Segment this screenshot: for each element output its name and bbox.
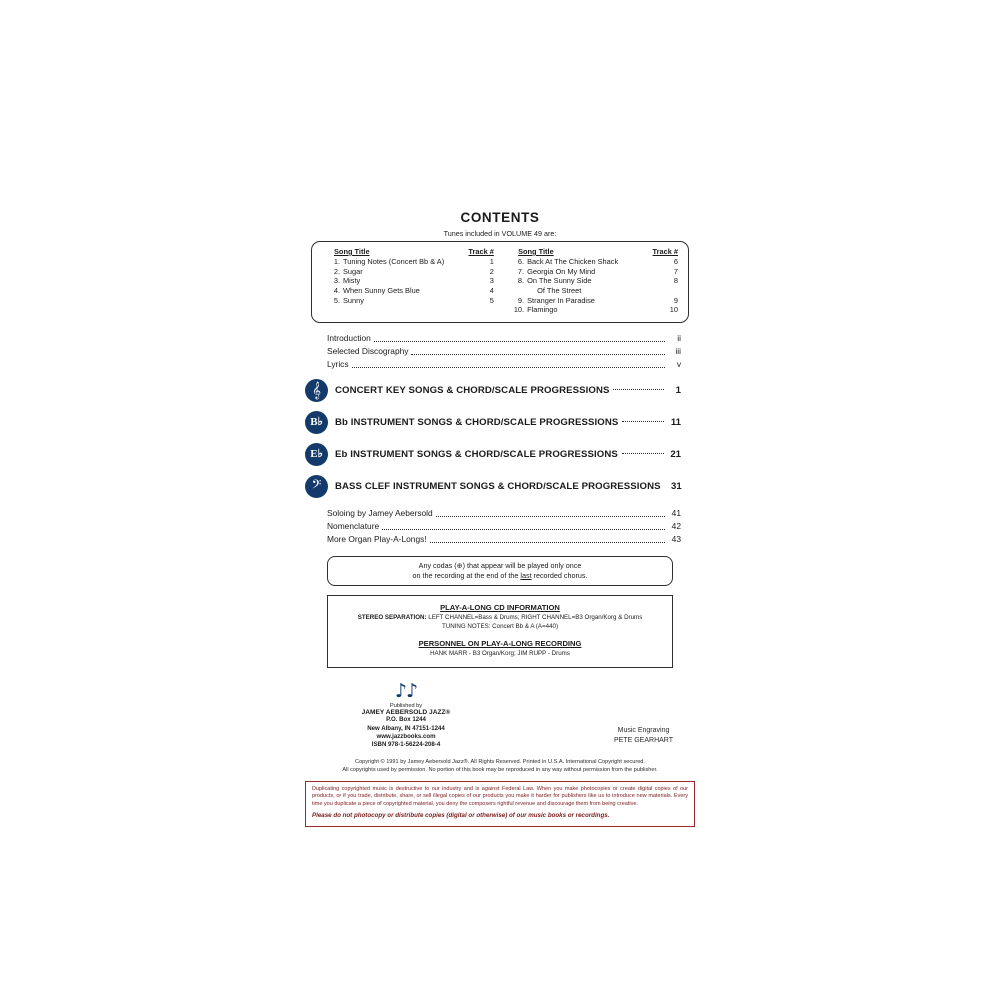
e-flat-clef-icon: E♭ [305,443,328,466]
toc-page: iii [675,345,681,356]
toc-entry-bass-clef [305,475,681,498]
toc-label: Bb INSTRUMENT SONGS & CHORD/SCALE PROGRESSIONS [335,416,619,428]
toc-page: 41 [671,507,681,518]
toc-leader [430,541,665,543]
b-flat-clef-icon: B♭ [305,411,328,434]
coda-note-text: on the recording at the end of the [412,570,521,580]
song-title: Georgia On My Mind [527,266,596,276]
cd-information-box [327,595,673,668]
warning-body: Duplicating copyrighted music is destructive to our industry and is against Federal Law. When you make photocopies or create digital copies of our products, or if you trade, distribute, share, or sell illegal copies of our products you make it harder for publishers like us to introduce new materials. Every time you duplicate a piece of copyrighted material, you deny the composers rightful revenue and discourage them from being creative. [312,785,688,808]
toc-entry [327,332,681,345]
music-engraving-credit [614,726,673,746]
song-title-header: Song Title [518,247,554,256]
spacer [336,632,664,639]
toc-entry [327,358,681,371]
toc-label: Introduction [327,332,371,343]
toc-label: BASS CLEF INSTRUMENT SONGS & CHORD/SCALE PROGRESSIONS [335,480,661,492]
engraving-name: PETE GEARHART [614,737,673,745]
toc-label: Selected Discography [327,345,409,356]
publisher-isbn: ISBN 978-1-56224-208-4 [371,740,441,748]
table-row [508,257,678,267]
publisher-website[interactable]: www.jazzbooks.com [376,732,436,740]
coda-note-line-2 [334,571,666,581]
song-track: 2 [489,266,494,276]
song-title: When Sunny Gets Blue [343,285,420,295]
song-title-header: Song Title [334,247,370,256]
toc-page: 21 [670,448,681,460]
table-row [324,296,494,306]
toc-entry-bb-instrument [305,411,681,434]
toc-entry [327,533,681,546]
copyright-line-2: All copyrights used by permission. No portion of this book may be reproduced in any way without permission from the publisher. [342,767,658,774]
toc-label: Nomenclature [327,520,380,531]
coda-note-emphasis: last [520,570,532,580]
toc-label: Lyrics [327,358,349,369]
toc-leader [374,340,665,342]
song-index: 4. [333,285,340,295]
song-title: Sugar [343,266,363,276]
song-index: 10. [513,305,525,315]
song-index: 6. [517,257,525,266]
volume-subtitle: Tunes included in VOLUME 49 are: [443,229,557,238]
song-title: Tuning Notes (Concert Bb & A) [343,257,445,266]
song-column-right [508,247,678,315]
table-row [508,296,678,306]
song-track: 1 [489,257,494,266]
table-row [508,267,678,277]
table-row [508,286,678,296]
song-index: 1. [333,257,340,266]
song-track: 8 [673,276,678,286]
personnel-heading: PERSONNEL ON PLAY-A-LONG RECORDING [418,638,582,648]
track-number-header: Track # [468,247,494,256]
song-index: 7. [517,266,525,276]
toc-page: ii [677,332,681,343]
song-title: Flamingo [527,305,558,315]
coda-note-box [327,556,673,586]
toc-front-matter [305,332,695,371]
song-track: 10 [669,305,678,315]
toc-page: 11 [670,416,681,428]
toc-label: Soloing by Jamey Aebersold [327,507,433,518]
song-track: 4 [489,285,494,295]
publisher-name: JAMEY AEBERSOLD JAZZ® [361,709,451,717]
tuning-notes-line: TUNING NOTES: Concert Bb & A (A=440) [441,622,559,630]
toc-leader [352,366,665,368]
contents-sheet [305,210,695,827]
toc-label: Eb INSTRUMENT SONGS & CHORD/SCALE PROGRESSIONS [335,448,618,460]
toc-entry [327,345,681,358]
publisher-address-line: New Albany, IN 47151-1244 [367,724,445,732]
toc-page: 31 [670,480,682,492]
song-column-left [324,247,494,315]
toc-label: CONCERT KEY SONGS & CHORD/SCALE PROGRESSIONS [335,384,610,396]
song-title: Back At The Chicken Shack [527,257,619,266]
song-title: Sunny [343,295,364,305]
song-track [664,286,678,296]
table-row [324,286,494,296]
clef-sections [305,379,695,498]
toc-page: 43 [671,533,681,544]
stereo-separation-label: STEREO SEPARATION: [357,614,427,622]
song-track: 3 [489,276,494,286]
table-row [324,276,494,286]
copyright-line-1: Copyright © 1991 by Jamey Aebersold Jazz®. All Rights Reserved. Printed in U.S.A. International Copyright secured. [355,759,645,766]
music-note-logo-icon: ♪♪ [394,680,418,703]
toc-leader [613,388,664,390]
coda-symbol-icon: ⊕ [456,560,463,570]
song-index [508,286,527,296]
song-track: 6 [673,257,678,266]
coda-note-text: recorded chorus. [531,570,588,580]
toc-page: 1 [675,384,681,396]
toc-leader [411,353,665,355]
toc-entry [327,520,681,533]
page-title: CONTENTS [460,210,540,225]
song-index: 8. [517,276,525,286]
table-row [324,257,494,267]
treble-clef-icon: 𝄞 [305,379,328,402]
engraving-heading: Music Engraving [617,727,670,735]
song-column-header [324,247,494,256]
song-index: 9. [517,295,525,305]
stereo-separation-line [336,614,664,623]
song-title: On The Sunny Side [527,276,592,286]
bass-clef-icon: 𝄢 [305,475,328,498]
table-row [508,305,678,315]
coda-note-line-1 [334,561,666,571]
song-index: 3. [333,276,340,286]
toc-entry [327,507,681,520]
personnel-text: HANK MARR - B3 Organ/Korg; JIM RUPP - Drums [430,649,570,657]
toc-entry-concert-key [305,379,681,402]
publisher-logo-group [341,682,471,749]
song-title: Of The Street [537,285,582,295]
table-row [508,276,678,286]
toc-leader [436,515,665,517]
publisher-address-line: P.O. Box 1244 [386,716,426,724]
table-row [324,267,494,277]
coda-note-text: ) that appear will be played only once [462,560,582,570]
cd-info-heading: PLAY-A-LONG CD INFORMATION [440,603,560,613]
toc-page: v [676,358,681,369]
song-index: 2. [333,266,340,276]
toc-page: 42 [671,520,681,531]
copyright-block [305,758,695,774]
track-number-header: Track # [652,247,678,256]
song-index: 5. [333,295,340,305]
song-track: 9 [673,295,678,305]
song-title: Stranger In Paradise [527,295,595,305]
toc-leader [622,452,664,454]
toc-back-matter [305,507,695,546]
toc-label: More Organ Play-A-Longs! [327,533,427,544]
copy-warning-box [305,781,695,828]
toc-leader [382,528,665,530]
song-track: 5 [489,295,494,305]
publisher-block [305,682,695,748]
coda-note-text: Any codas ( [418,560,457,570]
toc-entry-eb-instrument [305,443,681,466]
warning-emphasis: Please do not photocopy or distribute copies (digital or otherwise) of our music books or recordings. [312,812,610,820]
song-title: Misty [343,276,361,286]
toc-leader [622,420,664,422]
song-list-box [311,241,689,323]
published-by-label: Published by [389,703,423,710]
stereo-separation-text: LEFT CHANNEL=Bass & Drums; RIGHT CHANNEL=B3 Organ/Korg & Drums [428,614,643,622]
song-column-header [508,247,678,256]
song-track: 7 [673,266,678,276]
